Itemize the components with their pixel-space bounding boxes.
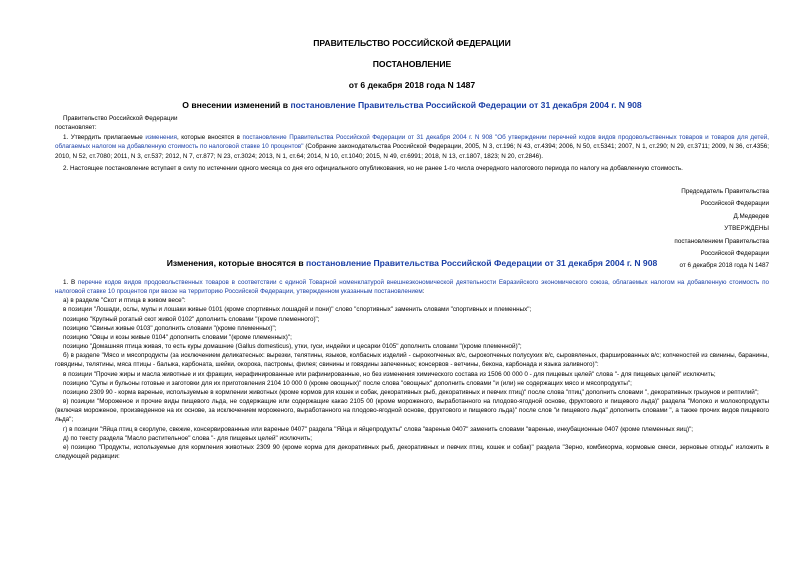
p1-text-c: (Собрание законодательства Российской Федерации, 2005, N 3, ст.196; N 43, ст.4394; 2006, N 50, ст.5341; 2007, N 1, ст.290; N 29, ст.3711; 2009, N 36, ст.4356; 2010, N 52, ст.7080; 2011, N 3, ст.537; 2012, N 7, ст.877; N 23, ст.3024; 2013, N 1, ст.64; 2014, N 10, ст.1040; 2015, N 49, ст.6991; 2018, N 13, ст.1807, 1823; N 20, ст.2846). (55, 143, 769, 160)
item-b: б) в разделе "Мясо и мясопродукты (за исключением деликатесных: вырезки, телятины, языков, колбасных изделий - сырокопченых в/с, сырокопченых полусухих в/с, сыровяленых, фаршированных в/с; копченостей из свинины, баранины, говядины, телятины, мяса птицы - балыка, карбоната, шейки, окорока, пастромы, филея; свинины и говядины запеченных; консервов - ветчины, бекона, карбонада и языка заливного)": (55, 352, 769, 369)
item-b-1: в позиции "Прочие жиры и масла животные и их фракции, нерафинированные или рафинированные, но без изменения химического состава из 1506 00 000 0 - для пищевых целей" слова "- для пищевых целей" исключить; (63, 370, 716, 378)
document-type: ПОСТАНОВЛЕНИЕ (372, 59, 452, 69)
item-a-1: в позиции "Лошади, ослы, мулы и лошаки живые 0101 (кроме спортивных лошадей и пони)" слово "спортивных" заменить словами "спортивных и племенных"; (63, 306, 532, 314)
changes-link[interactable]: изменения (145, 133, 177, 141)
item-1-text-b: : (422, 288, 425, 296)
item-a-4: позицию "Овцы и козы живые 0104" дополнить словами "(кроме племенных)"; (63, 333, 292, 341)
item-a-3: позицию "Свиньи живые 0103" дополнить словами "(кроме племенных)"; (63, 324, 277, 332)
signature-line-1: Председатель Правительства (681, 188, 769, 195)
government-heading: ПРАВИТЕЛЬСТВО РОССИЙСКОЙ ФЕДЕРАЦИИ (313, 38, 511, 48)
item-a-5: позицию "Домашняя птица живая, то есть куры домашние (Gallus domesticus), утки, гуси, индейки и цесарки 0105" дополнить словами "(кроме племенной)"; (63, 343, 522, 351)
intro-line-2: постановляет: (55, 124, 97, 132)
item-d: д) по тексту раздела "Масло растительное" слова "- для пищевых целей" исключить; (63, 434, 312, 442)
resolution-908-link[interactable]: постановление Правительства Российской Федерации от 31 декабря 2004 г. N 908 "Об утверждении перечней кодов видов продовольственных товаров и товаров для детей, облагаемых налогом на добавленную стоимость по налоговой ставке 10 процентов" (55, 133, 769, 151)
changes-title-prefix: Изменения, которые вносятся в (166, 258, 307, 268)
changes-title (55, 258, 769, 268)
list-link[interactable]: перечне кодов видов продовольственных товаров в соответствии с единой Товарной номенклатурой внешнеэкономической деятельности Евразийского экономического союза, облагаемых налогом на добавленную стоимость по налоговой ставке 10 процентов при ввозе на территорию Российской Федерации, утвержденном указанным постановлением (55, 279, 769, 296)
item-1-text-a: 1. В (63, 279, 78, 286)
signature-name: Д.Медведев (733, 212, 769, 220)
document-date: от 6 декабря 2018 года N 1487 (348, 80, 476, 90)
item-v: в) позиции "Мороженое и прочие виды пищевого льда, не содержащие или содержащие какао 2105 00 (кроме мороженого, выработанного на плодово-ягодной основе, фруктового и пищевого льда)" раздела "Молоко и молокопродукты (включая мороженое, произведенное на их основе, за исключением мороженого, выработанного на плодово-ягодной основе, фруктового и пищевого льда)" после слов "и пищевого льда" дополнить словами ", а также прочих видов пищевого льда"; (55, 398, 769, 424)
changes-title-link[interactable]: постановление Правительства Российской Федерации от 31 декабря 2004 г. N 908 (306, 258, 658, 268)
p1-text-a: 1. Утвердить прилагаемые (63, 133, 146, 141)
item-g: г) в позиции "Яйца птиц в скорлупе, свежие, консервированные или вареные 0407" раздела "Яйца и яйцепродукты" слова "вареные 0407" заменить словами "вареные, инкубационные 0407 (кроме племенных яиц)"; (63, 425, 694, 433)
approved-line-1: УТВЕРЖДЕНЫ (724, 225, 769, 233)
signature-line-2: Российской Федерации (700, 200, 769, 208)
document-title (55, 100, 769, 110)
intro-block (55, 114, 769, 173)
intro-line-1: Правительство Российской Федерации (63, 115, 178, 122)
paragraph-1 (55, 133, 769, 161)
changes-body (55, 278, 769, 461)
title-prefix: О внесении изменений в (182, 100, 291, 110)
approved-line-4: от 6 декабря 2018 года N 1487 (679, 262, 769, 270)
item-a-2: позицию "Крупный рогатый скот живой 0102" дополнить словами "(кроме племенного)"; (63, 315, 320, 323)
item-b-3: позицию 2309 90 - корма вареные, используемые в кормлении животных (кроме кормов для кошек и собак, декоративных рыб, декоративных и певчих птиц)" после слова "птиц" дополнить словами ", декоративных грызунов и рептилий"; (63, 388, 759, 396)
p1-text-b: , которые вносятся в (176, 133, 243, 141)
item-b-2: позицию "Супы и бульоны готовые и заготовки для их приготовления 2104 10 000 0 (кроме овощных)" после слова "овощных" дополнить словами "и (или) не содержащих мясо и мясопродукты"; (63, 379, 632, 387)
approved-line-2: постановлением Правительства (674, 237, 769, 245)
title-link[interactable]: постановление Правительства Российской Федерации от 31 декабря 2004 г. N 908 (290, 100, 642, 110)
item-e: е) позицию "Продукты, используемые для кормления животных 2309 90 (кроме корма для декоративных рыб, декоративных и певчих птиц, кошек и собак)" раздела "Зерно, комбикорма, кормовые смеси, зерновые отходы" изложить в следующей редакции: (55, 443, 769, 460)
paragraph-2: 2. Настоящее постановление вступает в силу по истечении одного месяца со дня его официального опубликования, но не ранее 1-го числа очередного налогового периода по налогу на добавленную стоимость. (63, 165, 683, 173)
item-a: а) в разделе "Скот и птица в живом весе": (63, 297, 186, 305)
item-1 (55, 278, 769, 296)
approved-line-3: Российской Федерации (700, 250, 769, 258)
